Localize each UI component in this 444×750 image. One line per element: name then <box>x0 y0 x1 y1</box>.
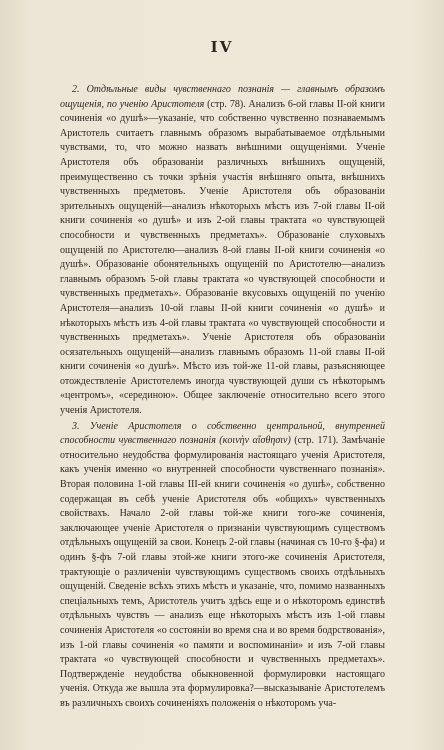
page-text-block <box>60 83 385 712</box>
section-heading-italic: 3. Ученіе Аристотеля о собственно центральной, внутренней способности чувственнаго познанія (κοινὴν αἴσθησιν) <box>60 420 385 447</box>
page-number: IV <box>210 38 234 56</box>
section-paragraph-3 <box>60 420 385 712</box>
section-paragraph-2 <box>60 83 385 419</box>
section-body-text: (стр. 171). Замѣчаніе относительно неудобства формулированія настоящаго ученія Аристотеля, какъ ученія именно «о внутренней способности чувственнаго познанія». Вторая половина 1-ой главы III-ей книги сочиненія «о душѣ», собственно содержащая въ себѣ ученіе Аристотеля объ «общихъ» чувственныхъ свойствахъ. Начало 2-ой главы той-же книги того-же сочиненія, заключающее ученіе Аристотеля о признаніи чувствующимъ существомъ отдѣльныхъ ощущеній за свои. Конецъ 2-ой главы (начиная съ 10-го §-фа) и одинъ §-фъ 7-ой главы этой-же книги этого-же сочиненія Аристотеля, трактующіе о различеніи чувствующимъ существомъ своихъ отдѣльныхъ ощущеній. Сведеніе всѣхъ этихъ мѣстъ и указаніе, что, помимо названныхъ спеціальныхъ темъ, Аристотель учитъ здѣсь еще и о нѣкоторомъ единствѣ отдѣльныхъ чувствъ — анализъ еще нѣкоторыхъ мѣстъ изъ 1-ой главы сочиненія Аристотеля «о состояніи во время сна и во время бодрствованія», изъ 1-ой главы сочиненія «о памяти и воспоминаніи» и изъ 7-ой главы трактата «о чувствующей способности и чувственныхъ предметахъ». Подтвержденіе неудобства обыкновенной формулировки настоящаго ученія. Откуда же вышла эта формулировка?—высказываніе Аристотелемъ въ различныхъ своихъ сочиненіяхъ положенія о нѣкоторомъ уча- <box>60 435 385 709</box>
section-body-text: (стр. 78). Анализъ 6-ой главы II-ой книги сочиненія «о душѣ»—указаніе, что собственно чувственно познаваемымъ Аристотель считаетъ главнымъ образомъ вырабатываемое отдѣльными чувствами, то, что можно назвать внѣшними ощущеніями. Ученіе Аристотеля объ образованіи различныхъ внѣшнихъ ощущеній, преимущественно съ точки зрѣнія участія внѣшняго опыта, внѣшнихъ чувственныхъ предметовъ. Ученіе Аристотеля объ образованіи зрительныхъ ощущеній—анализъ нѣкоторыхъ мѣстъ изъ 7-ой главы II-ой книги сочиненія «о душѣ» и изъ 2-ой главы трактата «о чувствующей способности и чувственныхъ предметахъ». Образованіе слуховыхъ ощущеній по Аристотелю—анализъ 8-ой главы II-ой книги сочиненія «о душѣ». Образованіе обонятельныхъ ощущеній по Аристотелю—анализъ главнымъ образомъ 5-ой главы трактата «о чувствующей способности и чувственныхъ предметахъ». Образованіе вкусовыхъ ощущеній по ученію Аристотеля—анализъ 10-ой главы II-ой книги сочиненія «о душѣ» и нѣкоторыхъ мѣстъ изъ 4-ой главы трактата «о чувствующей способности и чувственныхъ предметахъ». Ученіе Аристотеля объ образованіи осязательныхъ ощущеній—анализъ главнымъ образомъ 11-ой главы II-ой книги сочиненія «о душѣ». Мѣсто изъ той-же 11-ой главы, разъясняющее отождествленіе Аристотелемъ иногда чувствующей души съ нѣкоторымъ «центромъ», «серединою». Общее заключеніе относительно всего этого ученія Аристотеля. <box>60 98 385 417</box>
section-heading-italic: 2. Отдѣльные виды чувственнаго познанія — главнымъ образомъ ощущенія, по ученію Аристотеля <box>60 84 385 110</box>
